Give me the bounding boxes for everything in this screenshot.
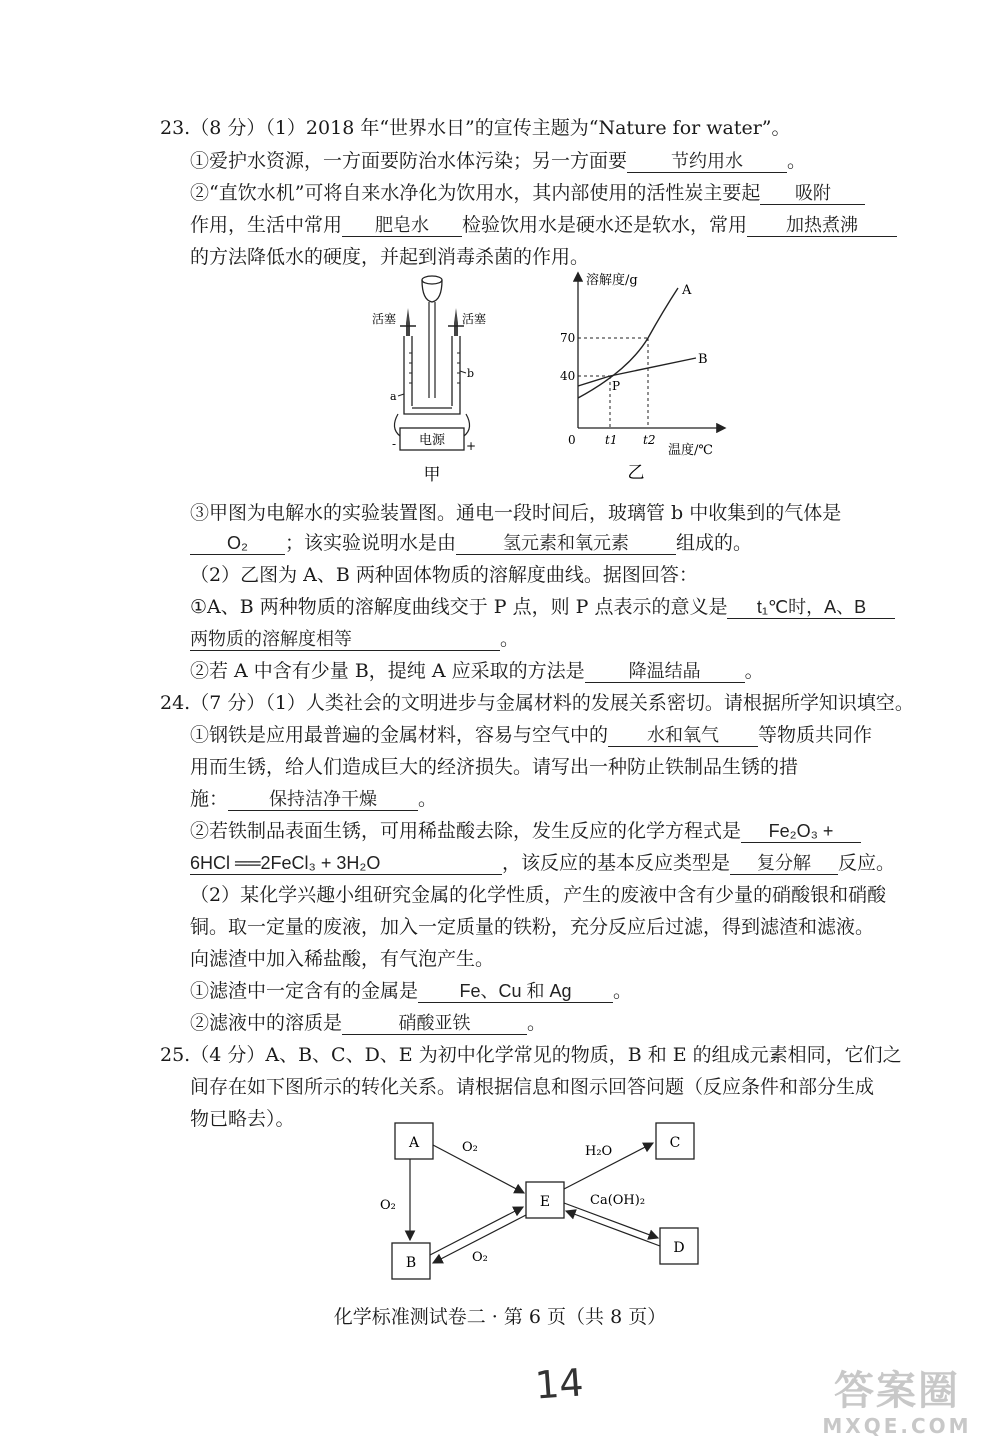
- question-23: [160, 115, 791, 141]
- answer-blank: O₂: [190, 532, 285, 555]
- arrow-B-to-E: [430, 1207, 523, 1255]
- q24-sub1-end: [190, 786, 437, 812]
- page-footer: 化学标准测试卷二 · 第 6 页（共 8 页）: [333, 1306, 667, 1328]
- q24-sub1-cont: [190, 754, 798, 780]
- answer-blank: 水和氧气: [608, 724, 758, 747]
- figure-jia-caption: 甲: [423, 465, 441, 485]
- tube-b-label: b: [467, 367, 475, 380]
- q24-sub2: [190, 818, 861, 844]
- label-B-E: O₂: [472, 1250, 488, 1265]
- q23-sub3-cont: [190, 530, 752, 556]
- node-E-box: [526, 1182, 564, 1218]
- origin-label: 0: [568, 433, 576, 447]
- q24-part2-l1: [190, 882, 886, 908]
- q23-part2-sub1: [190, 594, 895, 620]
- text: 施：: [190, 788, 229, 810]
- y-tick-70: 70: [560, 331, 576, 345]
- question-number: 23.: [160, 117, 191, 139]
- q23-sub2-cont: [190, 212, 897, 238]
- q23-part2-header: [190, 562, 698, 588]
- q23-sub1: [190, 148, 806, 174]
- text: 等物质共同作: [758, 724, 873, 746]
- label-A-B: O₂: [380, 1198, 396, 1213]
- q24-part2-l2: [190, 914, 874, 940]
- label-E-D: Ca(OH)₂: [590, 1193, 646, 1208]
- question-header: （4 分）A、B、C、D、E 为初中化学常见的物质，B 和 E 的组成元素相同，它们之: [190, 1044, 902, 1066]
- watermark-sub: MXQE.COM: [822, 1414, 972, 1438]
- question-number: 25.: [160, 1044, 191, 1066]
- answer-blank: 6HCl ══2FeCl₃ + 3H₂O: [190, 852, 502, 875]
- answer-blank: t₁℃时，A、B: [727, 596, 895, 619]
- text: ①A、B 两种物质的溶解度曲线交于 P 点，则 P 点表示的意义是: [190, 596, 728, 618]
- q23-sub3: [190, 500, 841, 526]
- solubility-curve-figure: [548, 266, 738, 488]
- node-B-box: [392, 1243, 430, 1279]
- arrow-A-to-E: [433, 1145, 524, 1193]
- label-E-C: H₂O: [585, 1144, 613, 1159]
- text: 反应。: [838, 852, 896, 874]
- x-tick-t1: t1: [605, 433, 618, 447]
- answer-blank: Fe、Cu 和 Ag: [418, 980, 613, 1003]
- node-D-label: D: [673, 1240, 685, 1256]
- answer-blank: 节约用水: [627, 150, 787, 173]
- text: 。: [613, 980, 633, 1002]
- question-25: [160, 1042, 902, 1068]
- tube-a-label: a: [390, 390, 397, 403]
- text: 。: [418, 788, 438, 810]
- answer-blank: 保持洁净干燥: [228, 788, 418, 811]
- q25-l3: [190, 1106, 295, 1132]
- node-A-box: [395, 1123, 433, 1159]
- x-axis-label: 温度/℃: [668, 443, 713, 458]
- text: 。: [527, 1012, 547, 1034]
- q25-l2: [190, 1074, 874, 1100]
- figure-yi-caption: 乙: [627, 463, 645, 483]
- text: 间存在如下图所示的转化关系。请根据信息和图示回答问题（反应条件和部分生成: [190, 1076, 875, 1098]
- answer-blank: Fe₂O₃ +: [741, 820, 861, 843]
- text: ②“直饮水机”可将自来水净化为饮用水，其内部使用的活性炭主要起: [190, 182, 761, 204]
- minus-label: -: [391, 437, 397, 451]
- question-number: 24.: [160, 692, 191, 714]
- text: ③甲图为电解水的实验装置图。通电一段时间后，玻璃管 b 中收集到的气体是: [190, 502, 842, 524]
- text: ；该实验说明水是由: [285, 532, 457, 554]
- arrow-D-to-E: [566, 1211, 660, 1246]
- question-24: [160, 690, 914, 716]
- q23-sub2-end: [190, 244, 589, 270]
- text: 向滤渣中加入稀盐酸，有气泡产生。: [190, 948, 495, 970]
- q24-sub2-cont: [190, 850, 895, 876]
- text: ②若铁制品表面生锈，可用稀盐酸去除，发生反应的化学方程式是: [190, 820, 742, 842]
- q23-part2-sub1-cont: [190, 626, 519, 652]
- label-A-E: O₂: [462, 1140, 478, 1155]
- text: 。: [744, 660, 764, 682]
- text: 组成的。: [676, 532, 753, 554]
- q23-part2-sub2: [190, 658, 764, 684]
- handwritten-page-number: 14: [533, 1360, 585, 1408]
- answer-blank: 两物质的溶解度相等: [190, 628, 500, 651]
- answer-blank: 加热煮沸: [747, 214, 897, 237]
- text: 物已略去）。: [190, 1108, 295, 1130]
- answer-blank: 肥皂水: [342, 214, 462, 237]
- answer-blank: 降温结晶: [585, 660, 745, 683]
- text: 铜。取一定量的废液，加入一定质量的铁粉，充分反应后过滤，得到滤渣和滤液。: [190, 916, 875, 938]
- text: ①钢铁是应用最普遍的金属材料，容易与空气中的: [190, 724, 609, 746]
- text: 检验饮用水是硬水还是软水，常用: [462, 214, 748, 236]
- text: ②若 A 中含有少量 B，提纯 A 应采取的方法是: [190, 660, 585, 682]
- curve-B: [578, 358, 696, 386]
- node-A-label: A: [408, 1135, 420, 1151]
- conversion-diagram: [380, 1115, 710, 1290]
- point-P-label: P: [612, 379, 621, 393]
- curve-B-label: B: [698, 352, 708, 367]
- stopcock-right-label: 活塞: [462, 312, 487, 326]
- y-axis-label: 溶解度/g: [586, 273, 638, 288]
- q24-part2-sub2: [190, 1010, 546, 1036]
- text: 的方法降低水的硬度，并起到消毒杀菌的作用。: [190, 246, 590, 268]
- power-label: 电源: [418, 433, 446, 448]
- question-header: （8 分）（1）2018 年“世界水日”的宣传主题为“Nature for water”。: [190, 117, 791, 139]
- node-B-label: B: [405, 1255, 417, 1271]
- text: （2）乙图为 A、B 两种固体物质的溶解度曲线。据图回答：: [190, 564, 698, 586]
- watermark-main: 答案圈: [834, 1368, 960, 1414]
- q24-sub1: [190, 722, 872, 748]
- text: ②滤液中的溶质是: [190, 1012, 343, 1034]
- stopcock-left-label: 活塞: [372, 312, 397, 326]
- text: 作用，生活中常用: [190, 214, 343, 236]
- text: 。: [787, 150, 807, 172]
- node-E-label: E: [539, 1194, 551, 1210]
- answer-blank: 吸附: [760, 182, 865, 205]
- electrolysis-apparatus-figure: [360, 268, 500, 488]
- curve-A-label: A: [682, 283, 692, 298]
- watermark: [808, 1368, 986, 1444]
- node-D-box: [660, 1228, 698, 1264]
- question-header: （7 分）（1）人类社会的文明进步与金属材料的发展关系密切。请根据所学知识填空。: [190, 692, 914, 714]
- node-C-box: [656, 1123, 694, 1159]
- arrow-E-to-D: [564, 1203, 658, 1238]
- text: ①爱护水资源，一方面要防治水体污染；另一方面要: [190, 150, 628, 172]
- plus-label: +: [465, 439, 477, 453]
- y-tick-40: 40: [560, 369, 576, 383]
- x-tick-t2: t2: [643, 433, 656, 447]
- text: 用而生锈，给人们造成巨大的经济损失。请写出一种防止铁制品生锈的措: [190, 756, 799, 778]
- text: 。: [500, 628, 520, 650]
- answer-blank: 硝酸亚铁: [342, 1012, 527, 1035]
- answer-blank: 氢元素和氧元素: [456, 532, 676, 555]
- answer-blank: 复分解: [730, 852, 838, 875]
- text: ①滤渣中一定含有的金属是: [190, 980, 419, 1002]
- text: （2）某化学兴趣小组研究金属的化学性质，产生的废液中含有少量的硝酸银和硝酸: [190, 884, 887, 906]
- node-C-label: C: [669, 1135, 681, 1151]
- q24-part2-l3: [190, 946, 494, 972]
- q23-sub2: [190, 180, 865, 206]
- q24-part2-sub1: [190, 978, 632, 1004]
- text: ，该反应的基本反应类型是: [502, 852, 731, 874]
